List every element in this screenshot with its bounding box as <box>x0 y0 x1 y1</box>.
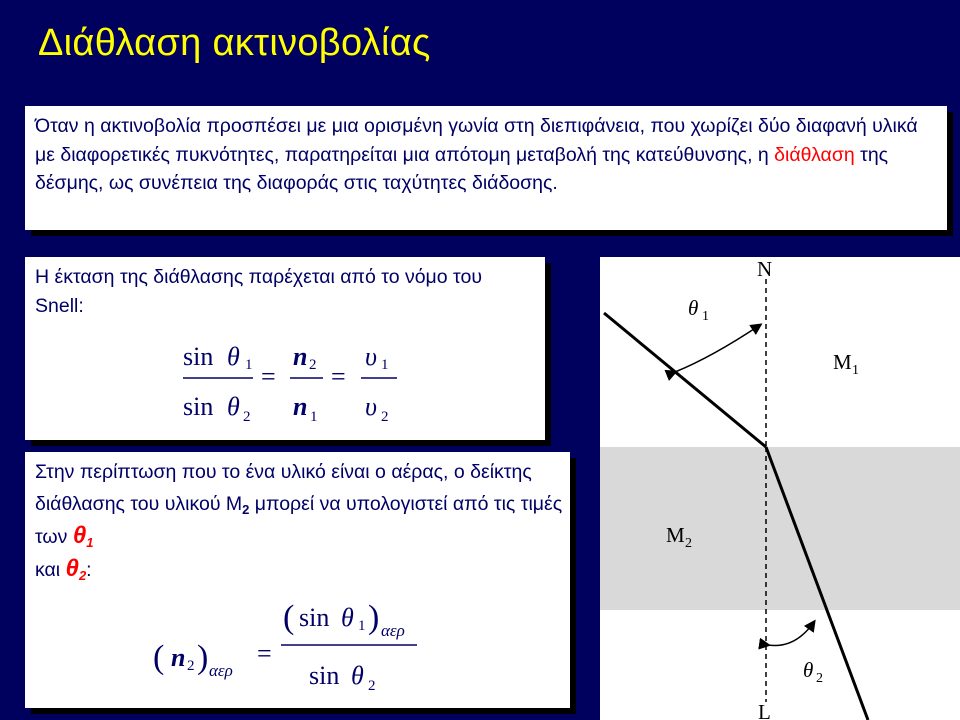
sub-1: 1 <box>245 357 253 373</box>
paren-close: ) <box>368 599 380 636</box>
upsilon-symbol: υ <box>365 392 377 421</box>
sin-label: sin <box>183 342 214 371</box>
paren-open: ( <box>153 639 165 676</box>
medium1-label: M <box>833 350 852 374</box>
theta1-symbol: θ <box>72 522 87 549</box>
sub-2: 2 <box>381 409 389 425</box>
intro-box <box>25 106 947 230</box>
sub-2: 2 <box>309 357 317 373</box>
sub-2: 2 <box>187 658 195 674</box>
snell-text: Η έκταση της διάθλασης παρέχεται από το νόμο του Snell: <box>35 266 482 317</box>
medium2-region <box>600 447 960 610</box>
air-subscript: αερ <box>381 621 405 640</box>
index-formula <box>25 598 565 708</box>
theta2-symbol: θ <box>65 555 79 582</box>
snell-formula <box>25 327 525 437</box>
sub-2: 2 <box>243 409 251 425</box>
air-subscript: αερ <box>209 661 233 680</box>
sub-1: 1 <box>358 618 366 634</box>
n-symbol: n <box>293 392 308 421</box>
sin-label: sin <box>183 392 214 421</box>
n-symbol: n <box>171 643 186 672</box>
upsilon-symbol: υ <box>365 342 377 371</box>
paren-close: ) <box>197 639 209 676</box>
intro-text: Όταν η ακτινοβολία προσπέσει με μια ορισμένη γωνία στη διεπιφάνεια, που χωρίζει δύο διαφανή υλικά με διαφορετικές πυκνότητες, παρατηρείται μια απότομη μεταβολή της κατεύθυνσης, η <box>35 115 918 166</box>
refraction-diagram <box>600 257 960 720</box>
theta-symbol: θ <box>341 603 354 632</box>
intro-text-end: της δέσμης, ως συνέπεια της διαφοράς στις ταχύτητες διάδοσης. <box>35 143 889 194</box>
medium1-region <box>600 257 960 447</box>
theta1-sub: 1 <box>702 309 709 324</box>
refraction-highlight: διάθλαση <box>774 143 855 166</box>
n-symbol: n <box>293 342 308 371</box>
sin-label: sin <box>309 661 340 690</box>
normal-label-top: N <box>757 257 773 281</box>
equals-sign: = <box>261 362 276 391</box>
sub-2: 2 <box>368 678 376 694</box>
theta-symbol: θ <box>351 661 364 690</box>
snell-box <box>25 257 545 440</box>
air-case-text: Στην περίπτωση που το ένα υλικό είναι ο αέρας, ο δείκτης διάθλασης του υλικού $M_2$ μπορεί να υπολογιστεί από τις τιμές των $\theta_1$ και $\theta_2$: <box>35 461 563 583</box>
medium2-sub: 2 <box>685 536 692 551</box>
air-case-box <box>25 452 570 708</box>
sub-1: 1 <box>381 357 389 373</box>
theta2-label: θ <box>803 658 814 682</box>
sub-1: 1 <box>310 409 318 425</box>
sin-label: sin <box>299 603 330 632</box>
theta-symbol: θ <box>227 342 240 371</box>
theta1-label: θ <box>688 296 699 320</box>
theta-symbol: θ <box>227 392 240 421</box>
paren-open: ( <box>283 599 295 636</box>
medium2-lower-region <box>600 610 960 720</box>
medium1-sub: 1 <box>852 363 859 378</box>
page-title: Διάθλαση ακτινοβολίας <box>38 22 431 64</box>
theta2-sub: 2 <box>816 671 823 686</box>
medium2-label: M <box>666 523 685 547</box>
normal-label-bottom: L <box>758 700 771 720</box>
equals-sign: = <box>331 362 346 391</box>
equals-sign: = <box>257 639 272 668</box>
